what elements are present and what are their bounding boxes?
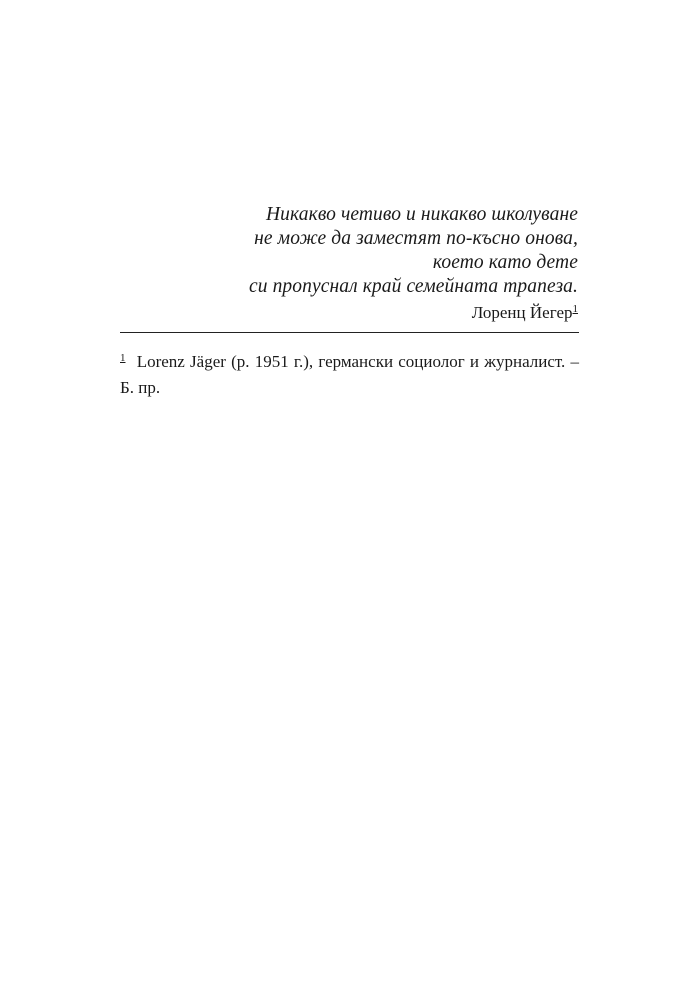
footnote-number: 1	[120, 352, 126, 364]
epigraph-line-2: не може да заместят по-късно онова,	[254, 228, 578, 249]
epigraph-line-3: което като дете	[432, 252, 578, 273]
epigraph	[120, 203, 578, 325]
epigraph-line-1: Никакво четиво и никакво школуване	[265, 204, 578, 225]
epigraph-author: Лоренц Йегер	[471, 303, 573, 322]
epigraph-attribution	[120, 301, 578, 325]
footnote	[120, 349, 579, 401]
footnote-separator	[120, 332, 579, 333]
epigraph-line-4: си пропуснал край семейната трапеза.	[249, 276, 578, 297]
footnote-text: Lorenz Jäger (р. 1951 г.), германски социолог и журналист. – Б. пр.	[120, 352, 579, 397]
footnote-reference[interactable]: 1	[572, 303, 578, 315]
